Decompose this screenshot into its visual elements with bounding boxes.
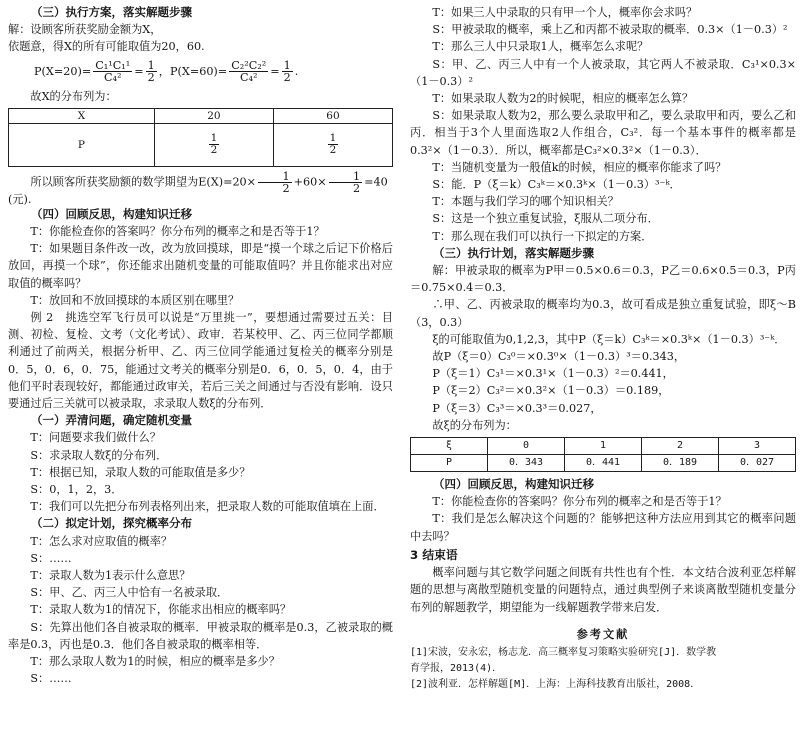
paragraph: S：如果录取人数为2，那么要么录取甲和乙，要么录取甲和丙，要么乙和丙．相当于3个人里面选取2人作组合，C₃²．每一个基本事件的概率都是0.3²×（1－0.3）．所以，概率都是C₃²×0.3²×（1－0.3）． bbox=[410, 109, 796, 157]
table-cell: ξ bbox=[411, 438, 488, 455]
paragraph: T：那么录取人数为1的时候，相应的概率是多少？ bbox=[30, 655, 280, 669]
right-column bbox=[410, 4, 796, 693]
paragraph: T：你能检查你的答案吗？你分布列的概率之和是否等于1？ bbox=[30, 225, 325, 239]
denominator: 2 bbox=[210, 144, 218, 157]
paragraph: T：我们是怎么解决这个问题的？能够把这种方法应用到其它的概率问题中去吗？ bbox=[410, 512, 796, 543]
paragraph: T：那么现在我们可以执行一下拟定的方案． bbox=[432, 229, 653, 243]
table-cell: X bbox=[9, 108, 155, 123]
probability-formula bbox=[34, 59, 393, 85]
fraction bbox=[209, 133, 220, 156]
section-heading: （一）弄清问题，确定随机变量 bbox=[31, 413, 192, 428]
table-cell: 1 bbox=[565, 438, 642, 455]
paragraph: T：如果题目条件改一改，改为放回摸球，即是“摸一个球之后记下价格后放回，再摸一个球”，你还能求出随机变量的可能取值吗？并且你能求出对应取值的概率吗？ bbox=[8, 242, 393, 290]
paragraph: S：这是一个独立重复试验，ξ服从二项分布． bbox=[432, 212, 659, 226]
formula-text: = bbox=[134, 64, 144, 78]
table-cell: 2 bbox=[642, 438, 719, 455]
paragraph: S：…… bbox=[30, 672, 72, 686]
section-heading: （四）回顾反思，构建知识迁移 bbox=[31, 206, 192, 221]
section-heading: （三）执行方案，落实解题步骤 bbox=[31, 5, 192, 19]
reference-item: [1]宋波，安永宏，杨志龙．高三概率复习策略实验研究[J]．数学教 bbox=[410, 646, 717, 658]
table-row bbox=[411, 455, 796, 472]
table-cell: 0．441 bbox=[565, 455, 642, 472]
paragraph: S：求录取人数ξ的分布列． bbox=[30, 448, 168, 462]
table-cell: 0 bbox=[488, 438, 565, 455]
references-heading: 参考文献 bbox=[576, 626, 630, 641]
numerator: 1 bbox=[210, 132, 218, 145]
fraction bbox=[328, 133, 339, 156]
paragraph: (元). bbox=[8, 192, 32, 206]
paragraph: T：本题与我们学习的哪个知识相关？ bbox=[432, 195, 619, 209]
numerator: 1 bbox=[283, 59, 291, 73]
paragraph: ξ的可能取值为0,1,2,3，其中P（ξ＝k）C₃ᵏ＝×0.3ᵏ×（1－0.3）³⁻ᵏ． bbox=[432, 332, 786, 346]
table-cell: 0．189 bbox=[642, 455, 719, 472]
paragraph: S：能．P（ξ＝k）C₃ᵏ＝×0.3ᵏ×（1－0.3）³⁻ᵏ． bbox=[432, 178, 681, 192]
denominator: 2 bbox=[352, 181, 361, 195]
table-cell: 3 bbox=[719, 438, 796, 455]
table-cell bbox=[273, 123, 392, 166]
paragraph: 概率问题与其它数学问题之间既有共性也有个性．本文结合波利亚怎样解题的思想与离散型随机变量的问题特点，通过典型例子来谈离散型随机变量分布列的解题教学，期望能为一线解题教学带来启发． bbox=[410, 566, 796, 614]
paragraph: S：0，1，2，3． bbox=[30, 483, 123, 497]
fraction bbox=[258, 171, 292, 194]
table-cell: P bbox=[9, 123, 155, 166]
table-cell: 20 bbox=[154, 108, 273, 123]
fraction bbox=[146, 60, 157, 83]
reference-item-continued: 育学报，2013(4)． bbox=[410, 662, 503, 674]
table-cell: 0．343 bbox=[488, 455, 565, 472]
paragraph: 解：甲被录取的概率为P甲＝0.5×0.6＝0.3，P乙＝0.6×0.5＝0.3，P丙＝0.75×0.4＝0.3． bbox=[410, 264, 796, 295]
numerator: 1 bbox=[258, 171, 292, 183]
paragraph: P（ξ＝3）C₃³＝×0.3³＝0.027， bbox=[432, 401, 602, 415]
paragraph: S：…… bbox=[30, 551, 72, 565]
fraction bbox=[282, 60, 293, 83]
expectation-line bbox=[8, 171, 393, 194]
fraction bbox=[329, 171, 363, 194]
paragraph: T：我们可以先把分布列表格列出来，把录取人数的可能取值填在上面． bbox=[30, 500, 385, 514]
paragraph: S：甲、乙、丙三人中恰有一名被录取． bbox=[30, 586, 229, 600]
paragraph: T：如果录取人数为2的时候呢，相应的概率怎么算？ bbox=[432, 92, 694, 106]
distribution-table-x bbox=[8, 108, 393, 167]
paragraph: 故ξ的分布列为： bbox=[432, 418, 517, 432]
paragraph: ∴甲、乙、丙被录取的概率均为0.3，故可看成是独立重复试验，即ξ～B（3，0.3） bbox=[410, 298, 796, 329]
denominator: 2 bbox=[283, 71, 291, 85]
numerator: C₂²C₂² bbox=[231, 59, 267, 73]
paragraph: 解：设顾客所获奖励金额为X， bbox=[8, 23, 162, 37]
paragraph: T：问题要求我们做什么？ bbox=[30, 431, 161, 445]
section-title-conclusion: 3 结束语 bbox=[410, 547, 458, 562]
table-cell: 0．027 bbox=[719, 455, 796, 472]
numerator: 1 bbox=[329, 171, 363, 183]
paragraph: 依题意，得X的所有可能取值为20，60. bbox=[8, 40, 205, 54]
paragraph: S：甲被录取的概率，乘上乙和丙都不被录取的概率．0.3×（1－0.3）² bbox=[432, 23, 788, 37]
paragraph: P（ξ＝1）C₃¹＝×0.3¹×（1－0.3）²＝0.441， bbox=[432, 367, 674, 381]
numerator: 1 bbox=[329, 132, 337, 145]
left-column bbox=[8, 4, 393, 688]
paragraph: T：录取人数为1的情况下，你能求出相应的概率吗？ bbox=[30, 603, 292, 617]
numerator: 1 bbox=[147, 59, 155, 73]
denominator: 2 bbox=[147, 71, 155, 85]
table-cell: P bbox=[411, 455, 488, 472]
paragraph: S：先算出他们各自被录取的概率．甲被录取的概率是0.3，乙被录取的概率是0.3，丙也是0.3．他们各自被录取的概率相等． bbox=[8, 620, 393, 651]
paragraph: T：根据已知，录取人数的可能取值是多少？ bbox=[30, 465, 251, 479]
denominator: C₄² bbox=[239, 71, 258, 85]
section-heading: （三）执行计划，落实解题步骤 bbox=[433, 245, 594, 260]
fraction bbox=[229, 60, 268, 83]
reference-item: [2]波利亚．怎样解题[M]．上海：上海科技教育出版社，2008． bbox=[410, 678, 701, 690]
table-cell: 60 bbox=[273, 108, 392, 123]
formula-text: +60× bbox=[293, 175, 327, 189]
paragraph: 故P（ξ＝0）C₃⁰＝×0.3⁰×（1－0.3）³＝0.343， bbox=[432, 350, 686, 364]
paragraph: T：如果三人中录取的只有甲一个人，概率你会求吗？ bbox=[432, 6, 698, 19]
table-row bbox=[9, 123, 393, 166]
paragraph: 故X的分布列为： bbox=[30, 89, 117, 103]
formula-text: =40 bbox=[364, 175, 388, 189]
formula-text: 所以顾客所获奖励额的数学期望为E(X)=20× bbox=[30, 175, 257, 189]
paragraph: T：录取人数为1表示什么意思？ bbox=[30, 569, 191, 583]
paragraph: S：甲、乙、丙三人中有一个人被录取，其它两人不被录取．C₃¹×0.3×（1－0.3）² bbox=[410, 57, 796, 88]
paragraph: T：放回和不放回摸球的本质区别在哪里？ bbox=[30, 293, 240, 307]
formula-text: ，P(X=60)= bbox=[158, 64, 228, 78]
paragraph: T：当随机变量为一般值k的时候，相应的概率你能求了吗？ bbox=[432, 160, 727, 174]
paragraph: T：那么三人中只录取1人，概率怎么求呢？ bbox=[432, 40, 649, 54]
denominator: 2 bbox=[282, 181, 290, 195]
formula-text: . bbox=[294, 64, 299, 78]
denominator: 2 bbox=[329, 144, 337, 157]
paragraph: T：怎么求对应取值的概率？ bbox=[30, 534, 173, 548]
paragraph: P（ξ＝2）C₃²＝×0.3²×（1－0.3）＝0.189， bbox=[432, 384, 670, 398]
distribution-table-xi bbox=[410, 437, 796, 472]
denominator: C₄² bbox=[103, 71, 122, 85]
formula-text: = bbox=[270, 64, 280, 78]
section-heading: （二）拟定计划，探究概率分布 bbox=[31, 516, 192, 531]
fraction bbox=[93, 60, 132, 83]
table-cell bbox=[154, 123, 273, 166]
numerator: C₁¹C₁¹ bbox=[95, 59, 131, 73]
section-heading: （四）回顾反思，构建知识迁移 bbox=[433, 477, 594, 492]
paragraph: T：你能检查你的答案吗？你分布列的概率之和是否等于1？ bbox=[432, 495, 727, 509]
table-row bbox=[9, 108, 393, 123]
example-paragraph: 例 2 挑选空军飞行员可以说是“万里挑一”，要想通过需要过五关：目测、初检、复检、文考（文化考试）、政审．若某校甲、乙、丙三位同学都顺利通过了前两关，根据分析甲、乙、丙三位同学能通过复检关的概率分别是0．5，0．6，0．75，能通过文考关的概率分别是0．6，0．5，0．4，由于他们平时表现较好，都能通过政审关，若后三关之间通过与否没有影响．设只要通过后三关就可以被录取，求录取人数ξ的分布列． bbox=[8, 311, 393, 411]
formula-text: P(X=20)= bbox=[34, 64, 92, 78]
table-row bbox=[411, 438, 796, 455]
